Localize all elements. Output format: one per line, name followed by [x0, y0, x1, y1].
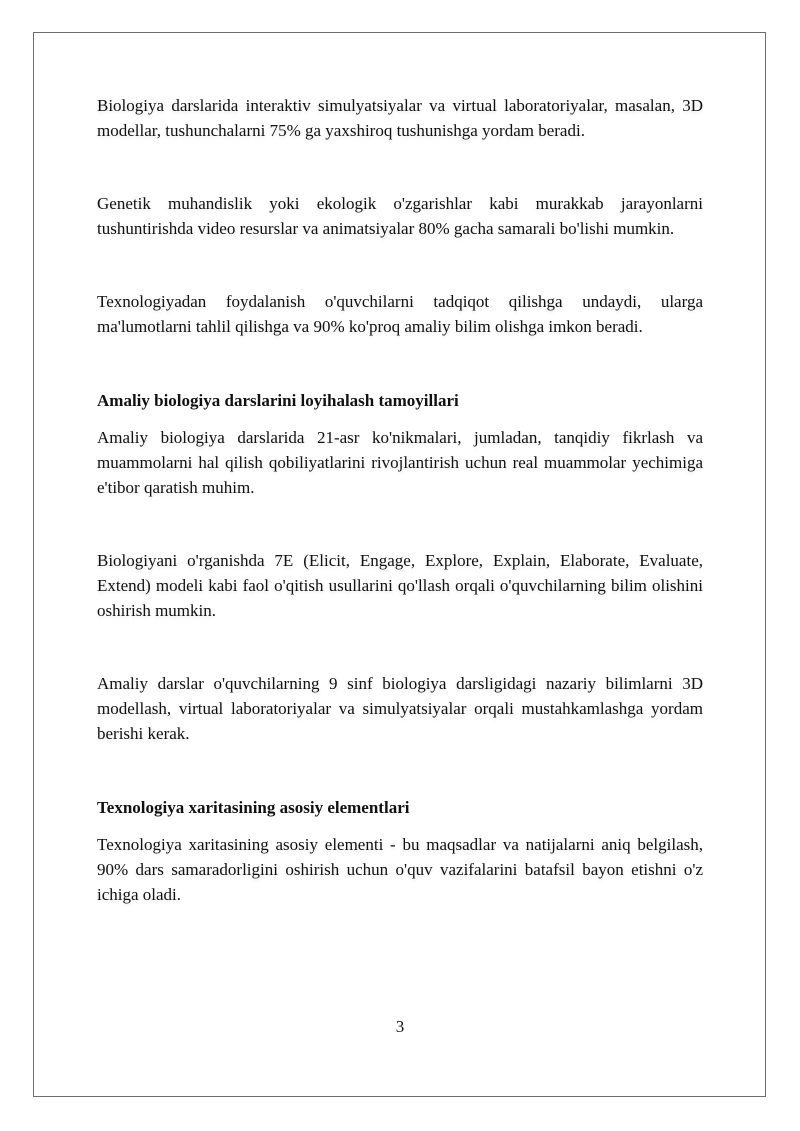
paragraph-technology-research: Texnologiyadan foydalanish o'quvchilarni tadqiqot qilishga undaydi, ularga ma'lumotlarni tahlil qilishga va 90% ko'proq amaliy bilim olishga imkon beradi.: [97, 292, 703, 336]
paragraph-technology-map-goals: Texnologiya xaritasining asosiy elementi - bu maqsadlar va natijalarni aniq belgilash, 90% dars samaradorligini oshirish uchun o'quv vazifalarini batafsil bayon etishni o'z ichiga oladi.: [97, 835, 703, 904]
paragraph-21st-century-skills: Amaliy biologiya darslarida 21-asr ko'nikmalari, jumladan, tanqidiy fikrlash va muammolarni hal qilish qobiliyatlarini rivojlantirish uchun real muammolar yechimiga e'tibor qaratish muhim.: [97, 428, 703, 497]
heading-technology-map-elements: Texnologiya xaritasining asosiy elementlari: [97, 798, 410, 817]
heading-practical-lessons-principles: Amaliy biologiya darslarini loyihalash tamoyillari: [97, 391, 459, 410]
paragraph-3d-modeling: Amaliy darslar o'quvchilarning 9 sinf biologiya darsligidagi nazariy bilimlarni 3D modellash, virtual laboratoriyalar va simulyatsiyalar orqali mustahkamlashga yordam berishi kerak.: [97, 674, 703, 743]
page-number: 3: [395, 1017, 405, 1036]
paragraph-interactive-simulations: Biologiya darslarida interaktiv simulyatsiyalar va virtual laboratoriyalar, masalan, 3D modellar, tushunchalarni 75% ga yaxshiroq tushunishga yordam beradi.: [97, 96, 703, 140]
page-content: [97, 93, 703, 907]
paragraph-video-resources: Genetik muhandislik yoki ekologik o'zgarishlar kabi murakkab jarayonlarni tushuntirishda video resurslar va animatsiyalar 80% gacha samarali bo'lishi mumkin.: [97, 194, 703, 238]
paragraph-7e-model: Biologiyani o'rganishda 7E (Elicit, Engage, Explore, Explain, Elaborate, Evaluate, Extend) modeli kabi faol o'qitish usullarini qo'llash orqali o'quvchilarning bilim olishini oshirish mumkin.: [97, 551, 703, 620]
